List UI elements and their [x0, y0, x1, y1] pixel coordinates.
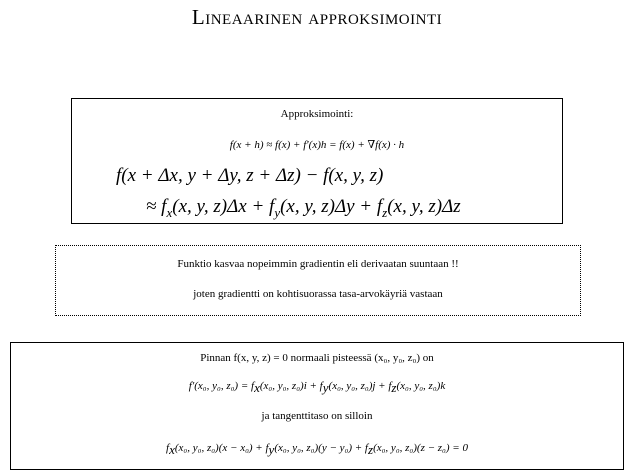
surface-normal-statement: Pinnan f(x, y, z) = 0 normaali pisteessä (x₀, y₀, z₀) on	[200, 352, 434, 364]
difference-expression: f(x + Δx, y + Δy, z + Δz) − f(x, y, z)	[116, 165, 384, 186]
approximation-heading: Approksimointi:	[280, 108, 354, 120]
gradient-note-box	[55, 245, 581, 316]
differential-approximation: ≈ $f_x(x$, y, $z)\Delta x + f_y(x$, y, $z)\Delta y + f_z(x$, y, z)Δz	[146, 196, 461, 220]
approximation-box	[71, 98, 563, 224]
tangent-plane-equation: $f_x(x_0$, y₀, $z_0)(x - x_0) + f_y(x_0$, y₀, $z_0)(y - y_0) + f_z(x_0$, y₀, z₀)(z − z₀) = 0	[166, 442, 468, 458]
gradient-note-line-2: joten gradientti on kohtisuorassa tasa-arvokäyriä vastaan	[193, 288, 443, 300]
normal-vector-formula: f′(x₀, y₀, $z_0) = f_x(x_0$, y₀, $z_0)i + f_y(x_0$, y₀, $z_0)j + f_z(x_0$, y₀, z₀)k	[188, 380, 446, 396]
tangent-plane-box	[10, 342, 624, 470]
linear-approximation-formula: f(x + h) ≈ f(x) + f′(x)h = f(x) + ∇f(x) · h	[229, 139, 405, 151]
page-title: Lineaarinen approksimointi	[191, 5, 443, 29]
gradient-note-line-1: Funktio kasvaa nopeimmin gradientin eli derivaatan suuntaan !!	[177, 258, 459, 270]
tangent-plane-intro: ja tangenttitaso on silloin	[261, 410, 373, 422]
